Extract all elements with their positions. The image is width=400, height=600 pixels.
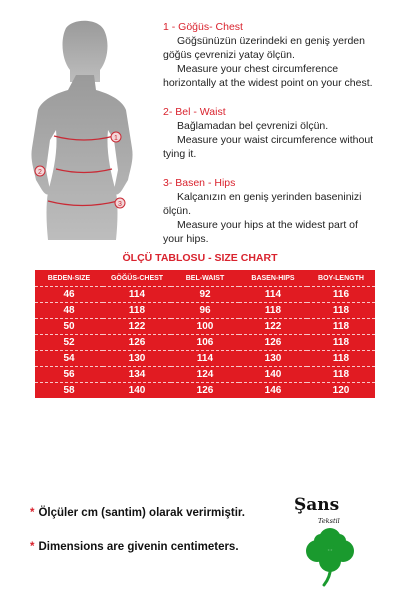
cell-waist: 124 [171,367,239,383]
table-header-row [35,270,375,287]
cell-hips: 126 [239,335,307,351]
cell-waist: 96 [171,303,239,319]
instruction-line: your hips. [163,233,209,245]
cell-length: 118 [307,351,375,367]
instruction-line: göğüs çevrenizi yatay ölçün. [163,49,295,61]
header-waist: BEL-WAIST [171,270,239,287]
cell-size: 52 [35,335,103,351]
cell-hips: 118 [239,303,307,319]
brand-logo [288,495,378,595]
instruction-line: ölçün. [163,205,192,217]
cell-size: 54 [35,351,103,367]
cell-waist: 126 [196,385,214,396]
clover-icon [300,525,360,587]
cell-length: 116 [307,287,375,303]
header-chest: GÖĞÜS-CHEST [103,270,171,287]
asterisk: * [30,507,35,519]
cell-waist: 92 [171,287,239,303]
table-row [35,383,375,399]
note-text: Ölçüler cm (santim) olarak verirmiştir. [38,507,245,519]
cell-chest: 122 [103,319,171,335]
cell-waist: 114 [171,351,239,367]
cell-hips: 146 [264,385,282,396]
marker-hips [115,198,125,208]
instruction-line: Bağlamadan bel çevrenizi ölçün. [177,120,329,132]
silhouette-illustration [18,20,148,245]
table-row [35,367,375,383]
cell-hips: 114 [239,287,307,303]
svg-text:2: 2 [38,169,42,176]
cell-size: 58 [63,385,75,396]
cell-chest: 126 [103,335,171,351]
instruction-line: Measure your chest circumference [177,63,339,75]
waist-instructions [163,105,395,161]
table-row [35,287,375,303]
marker-chest [111,132,121,142]
chest-title: 1 - Göğüs- Chest [163,21,243,33]
table-row [35,351,375,367]
cell-length: 120 [332,385,350,396]
marker-waist [35,166,45,176]
chest-instructions [163,20,395,90]
size-chart-title: ÖLÇÜ TABLOSU - SIZE CHART [122,252,278,264]
header-size: BEDEN-SIZE [35,270,103,287]
cell-length: 118 [307,319,375,335]
cell-length: 118 [307,367,375,383]
cell-size: 50 [35,319,103,335]
instruction-line: tying it. [163,148,197,160]
table-row [35,303,375,319]
table-row [35,335,375,351]
instruction-line: Göğsünüzün üzerindeki en geniş yerden [177,35,365,47]
instruction-line: Kalçanızın en geniş yerinden baseninizi [177,191,362,203]
note-english [30,541,239,553]
header-hips: BASEN-HIPS [239,270,307,287]
note-text: Dimensions are givenin centimeters. [38,541,239,553]
waist-title: 2- Bel - Waist [163,106,226,118]
size-chart-table [35,270,375,398]
header-length: BOY-LENGTH [307,270,375,287]
body-measurement-figure [18,20,148,245]
cell-hips: 130 [239,351,307,367]
note-turkish [30,507,245,519]
instruction-line: Measure your hips at the widest part of [177,219,358,231]
logo-subtitle: Tekstil [318,517,340,525]
table-row [35,319,375,335]
cell-size: 56 [35,367,103,383]
cell-hips: 122 [239,319,307,335]
cell-length: 118 [307,335,375,351]
cell-chest: 114 [103,287,171,303]
cell-length: 118 [307,303,375,319]
hips-instructions [163,176,395,246]
cell-chest: 140 [128,385,146,396]
cell-chest: 134 [103,367,171,383]
cell-size: 46 [35,287,103,303]
asterisk: * [30,541,35,553]
cell-chest: 118 [103,303,171,319]
svg-text:1: 1 [114,135,118,142]
instruction-line: Measure your waist circumference without [177,134,374,146]
svg-text:3: 3 [118,201,122,208]
logo-name: Şans [294,495,340,515]
cell-waist: 106 [171,335,239,351]
cell-waist: 100 [171,319,239,335]
cell-hips: 140 [239,367,307,383]
cell-size: 48 [35,303,103,319]
hips-title: 3- Basen - Hips [163,177,236,189]
instruction-line: horizontally at the widest point on your chest. [163,77,373,89]
cell-chest: 130 [103,351,171,367]
